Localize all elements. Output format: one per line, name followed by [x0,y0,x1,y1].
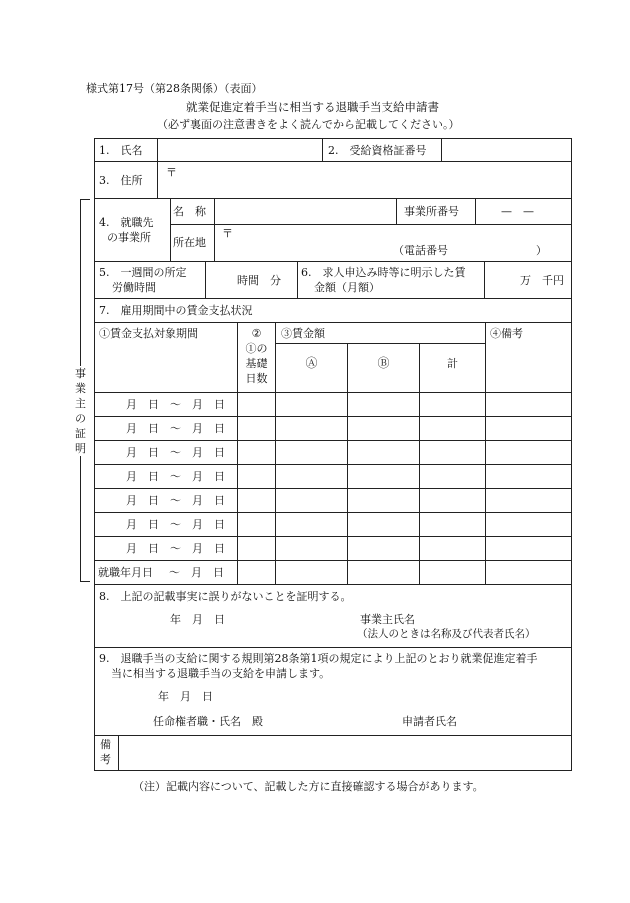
period-row-4[interactable]: 月 日 ～ 月 日 [126,470,225,483]
name-label: 1. 氏名 [99,144,143,157]
period-row-5[interactable]: 月 日 ～ 月 日 [126,494,225,507]
employment-date-label: 就職年月日 [98,566,153,579]
employer-name-label: 事業主氏名 [360,613,415,626]
applicant-name-label: 申請者氏名 [402,715,457,728]
period-row-3[interactable]: 月 日 ～ 月 日 [126,446,225,459]
appointer-label: 任命権者職・氏名 殿 [153,715,263,728]
wage-label-line2: 金額（月額） [314,281,380,294]
workplace-name-field[interactable] [216,200,394,223]
certification-statement: 8. 上記の記載事実に誤りがないことを証明する。 [99,590,352,603]
employer-section-label: 事業主の証明 [75,367,86,455]
period-row-1[interactable]: 月 日 ～ 月 日 [126,398,225,411]
address-postal-mark: 〒 [166,166,177,179]
weekly-hours-label-line1: 5. 一週間の所定 [99,266,187,279]
base-days-header-3: 基礎 [245,357,268,370]
name-field[interactable] [158,140,320,160]
application-statement-line1: 9. 退職手当の支給に関する規則第28条第1項の規定により上記のとおり就業促進定着手 [99,652,538,665]
workplace-postal-mark: 〒 [222,227,233,240]
wage-total-header: 計 [447,357,458,370]
certificate-number-field[interactable] [443,140,571,160]
wage-period-header: ①賃金支払対象期間 [99,327,198,340]
application-statement-line2: 当に相当する退職手当の支給を申請します。 [111,667,331,680]
weekly-hours-field[interactable]: 時間 分 [237,274,281,287]
remarks-field[interactable] [120,737,570,769]
weekly-hours-label-line2: 労働時間 [112,281,156,294]
employment-date-row[interactable]: ～ 月 日 [169,566,224,579]
certificate-number-label: 2. 受給資格証番号 [328,144,427,157]
remarks-header: ④備考 [490,327,523,340]
form-title: 就業促進定着手当に相当する退職手当支給申請書 [186,100,439,114]
wage-status-label: 7. 雇用期間中の賃金支払状況 [99,304,253,317]
period-row-7[interactable]: 月 日 ～ 月 日 [126,542,225,555]
certification-date[interactable]: 年 月 日 [170,613,225,626]
form-reference: 様式第17号（第28条関係）（表面） [86,82,263,95]
wage-a-header: Ⓐ [305,356,318,370]
base-days-header-2: ①の [245,342,268,355]
footer-note: （注）記載内容について、記載した方に直接確認する場合があります。 [133,780,484,793]
wage-b-header: Ⓑ [377,356,390,370]
wage-field[interactable]: 万 千円 [520,274,564,287]
office-number-label: 事業所番号 [404,205,459,218]
address-field[interactable] [158,163,570,197]
base-days-header-4: 日数 [245,372,268,385]
workplace-name-label: 名 称 [173,205,206,218]
employer-name-note: （法人のときは名称及び代表者氏名） [357,628,536,640]
base-days-header-1: ② [251,327,262,340]
phone-number-label: （電話番号 ） [393,244,547,257]
period-row-2[interactable]: 月 日 ～ 月 日 [126,422,225,435]
address-label: 3. 住所 [99,174,143,187]
workplace-location-label: 所在地 [173,236,206,249]
wage-label-line1: 6. 求人申込み時等に明示した賃 [301,266,466,279]
workplace-label-line1: 4. 就職先 [99,216,154,229]
wage-amount-header: ③賃金額 [281,327,325,340]
application-date[interactable]: 年 月 日 [158,690,213,703]
workplace-label-line2: の事業所 [107,231,151,244]
remarks-label: 備考 [100,738,111,766]
form-subtitle: （必ず裏面の注意書きをよく読んでから記載してください。） [157,118,460,131]
period-row-6[interactable]: 月 日 ～ 月 日 [126,518,225,531]
office-number-field[interactable]: — — [501,205,534,218]
